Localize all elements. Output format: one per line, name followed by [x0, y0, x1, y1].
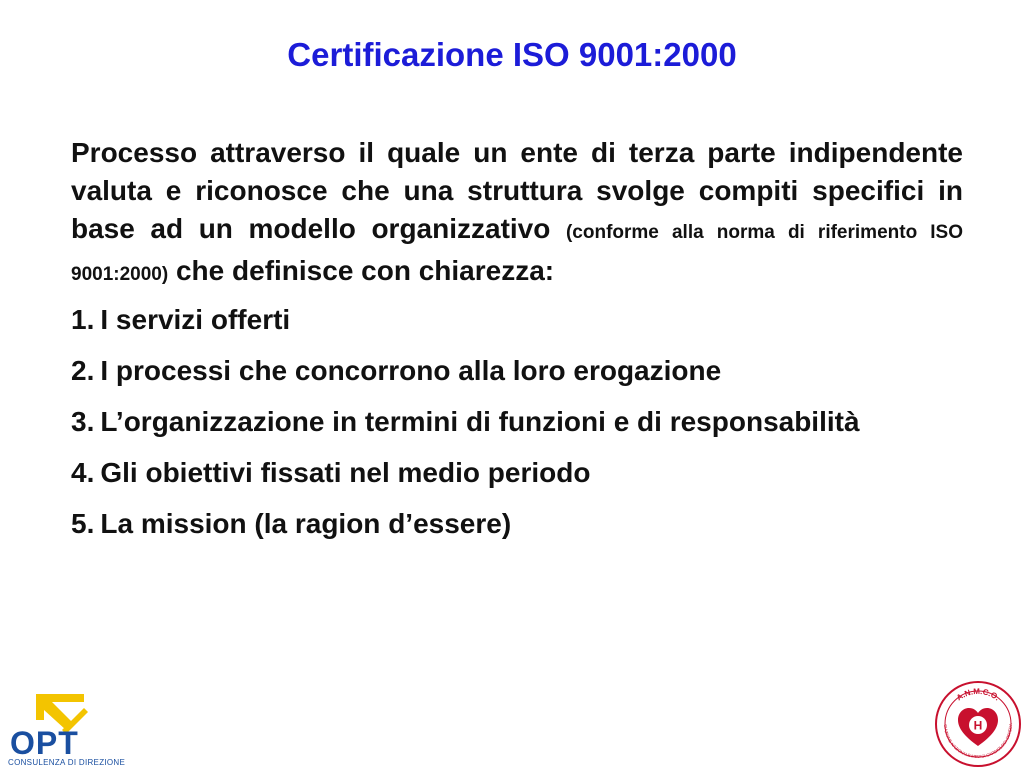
- opt-logo-subtitle: CONSULENZA DI DIREZIONE: [8, 758, 126, 767]
- anmco-logo-icon: [934, 680, 1022, 768]
- slide-title: Certificazione ISO 9001:2000: [287, 36, 737, 73]
- list-text: I processi che concorrono alla loro erogazione: [100, 355, 722, 386]
- list-number: 3.: [71, 406, 95, 437]
- slide-body: [71, 134, 963, 556]
- list-number: 1.: [71, 304, 95, 335]
- anmco-ring-text: CIAZIONE NAZIONALE MEDICI CARDIOLOGI OSPEDA: [942, 723, 1014, 760]
- list-number: 5.: [71, 508, 95, 539]
- list-number: 2.: [71, 355, 95, 386]
- list-item-5: [71, 505, 963, 543]
- list-item-1: [71, 301, 963, 339]
- anmco-letter: H: [973, 718, 983, 733]
- anmco-logo: [934, 680, 1022, 768]
- list-text: L’organizzazione in termini di funzioni e di responsabilità: [100, 406, 860, 437]
- list-item-3: [71, 403, 963, 441]
- list-number: 4.: [71, 457, 95, 488]
- list-item-2: [71, 352, 963, 390]
- intro-paragraph: [71, 134, 963, 294]
- anmco-ring-title: A.N.M.C.O.: [954, 686, 1002, 703]
- list-text: Gli obiettivi fissati nel medio periodo: [100, 457, 591, 488]
- opt-logo: [2, 690, 142, 768]
- intro-tail-text: che definisce con chiarezza:: [175, 255, 555, 286]
- list-text: I servizi offerti: [100, 304, 291, 335]
- intro-main-text: Processo attraverso il quale un ente di terza parte indipendente valuta e riconosce che una struttura svolge compiti specifici in base ad un modello organizzativo: [71, 137, 963, 244]
- opt-logo-text: OPT: [10, 725, 79, 761]
- intro-note-text: (conforme alla norma di riferimento ISO 9001:2000): [71, 222, 964, 285]
- list-text: La mission (la ragion d’essere): [100, 508, 512, 539]
- list-item-4: [71, 454, 963, 492]
